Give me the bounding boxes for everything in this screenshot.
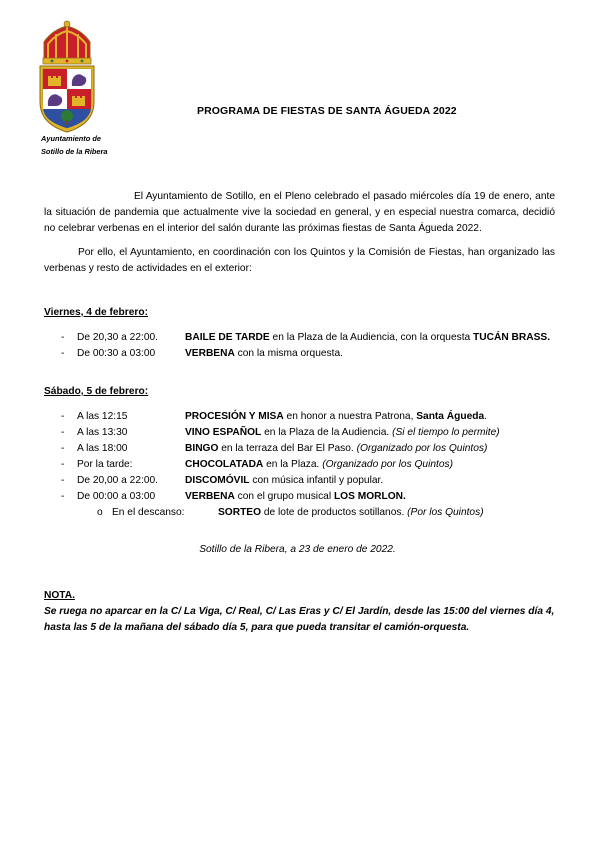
- schedule-item: [0, 330, 595, 346]
- event-time: De 00:00 a 03:00: [77, 491, 156, 502]
- event-note: (Si el tiempo lo permite): [392, 427, 500, 438]
- event-detail: con la misma orquesta.: [234, 348, 343, 359]
- event-note: (Por los Quintos): [407, 507, 484, 518]
- event-time: De 20,00 a 22:00.: [77, 475, 158, 486]
- event-description: [185, 425, 500, 441]
- document-title: PROGRAMA DE FIESTAS DE SANTA ÁGUEDA 2022: [197, 105, 457, 117]
- schedule-item: [0, 441, 595, 457]
- list-dash: -: [61, 411, 65, 422]
- schedule-item: [0, 425, 595, 441]
- event-name: BAILE DE TARDE: [185, 332, 270, 343]
- council-name-line1: Ayuntamiento de: [41, 134, 101, 143]
- event-time: De 20,30 a 22:00.: [77, 332, 158, 343]
- intro-paragraph-1: [44, 189, 555, 238]
- event-time: Por la tarde:: [77, 459, 133, 470]
- council-name: [41, 132, 108, 158]
- list-dash: -: [61, 427, 65, 438]
- event-time: A las 12:15: [77, 411, 128, 422]
- event-detail: con música infantil y popular.: [249, 475, 384, 486]
- event-description: [218, 505, 484, 521]
- event-description: [185, 457, 453, 473]
- event-description: [185, 346, 343, 362]
- event-detail-end: .: [484, 411, 488, 422]
- event-detail: en la Plaza de la Audiencia.: [261, 427, 393, 438]
- coat-of-arms-icon: [34, 20, 100, 134]
- event-time: En el descanso:: [112, 507, 185, 518]
- intro-paragraph-2: [44, 245, 555, 277]
- saturday-heading: Sábado, 5 de febrero:: [44, 386, 149, 397]
- intro-paragraph-2-text: Por ello, el Ayuntamiento, en coordinación con los Quintos y la Comisión de Fiestas, han organizado las verbenas y resto de actividades en el exterior:: [44, 247, 555, 275]
- event-time: De 00:30 a 03:00: [77, 348, 156, 359]
- event-detail: en la terraza del Bar El Paso.: [218, 443, 357, 454]
- council-name-line2: Sotillo de la Ribera: [41, 147, 108, 156]
- friday-heading: Viernes, 4 de febrero:: [44, 307, 148, 318]
- list-dash: -: [61, 459, 65, 470]
- event-name: SORTEO: [218, 507, 262, 518]
- friday-schedule: [0, 330, 595, 362]
- intro-paragraph-1-text: El Ayuntamiento de Sotillo, en el Pleno celebrado el pasado miércoles día 19 de enero, ante la situación de pandemia que actualmente vive la sociedad en general, y en especial nuestra comarca, decidió no celebrar verbenas en el interior del salón durante las próximas fiestas de Santa Águeda 2022.: [44, 191, 555, 235]
- event-description: [185, 409, 487, 425]
- event-detail: en la Plaza de la Audiencia, con la orquesta: [269, 332, 474, 343]
- event-description: [185, 473, 383, 489]
- schedule-item: [0, 473, 595, 489]
- event-note: (Organizado por los Quintos): [356, 443, 488, 454]
- schedule-sub-item: [0, 505, 595, 521]
- event-description: [185, 441, 487, 457]
- event-note: (Organizado por los Quintos): [322, 459, 453, 470]
- event-name: BINGO: [185, 443, 219, 454]
- list-dash: -: [61, 348, 65, 359]
- saturday-schedule: [0, 409, 595, 521]
- schedule-item: [0, 489, 595, 505]
- list-dash: -: [61, 491, 65, 502]
- list-dash: -: [61, 475, 65, 486]
- event-name: VINO ESPAÑOL: [185, 427, 262, 438]
- event-detail: de lote de productos sotillanos.: [261, 507, 408, 518]
- list-dash: -: [61, 443, 65, 454]
- event-description: [185, 330, 550, 346]
- event-name: VERBENA: [185, 491, 235, 502]
- event-time: A las 18:00: [77, 443, 128, 454]
- event-performer: TUCÁN BRASS.: [473, 332, 551, 343]
- schedule-item: [0, 346, 595, 362]
- note-text: Se ruega no aparcar en la C/ La Viga, C/ Real, C/ Las Eras y C/ El Jardín, desde las 15:00 del viernes día 4, hasta las 5 de la mañana del sábado día 5, para que pueda transitar el camión-orquesta.: [44, 606, 555, 633]
- list-dash: -: [61, 332, 65, 343]
- event-name: DISCOMÓVIL: [185, 475, 250, 486]
- event-detail: en la Plaza.: [263, 459, 323, 470]
- event-name: VERBENA: [185, 348, 235, 359]
- list-bullet: o: [97, 507, 103, 518]
- event-time: A las 13:30: [77, 427, 128, 438]
- event-name: CHOCOLATADA: [185, 459, 264, 470]
- event-performer: LOS MORLON.: [333, 491, 406, 502]
- event-detail: en honor a nuestra Patrona,: [283, 411, 417, 422]
- event-detail: con el grupo musical: [234, 491, 334, 502]
- schedule-item: [0, 409, 595, 425]
- note-heading: NOTA.: [44, 590, 75, 601]
- event-name: PROCESIÓN Y MISA: [185, 411, 284, 422]
- schedule-item: [0, 457, 595, 473]
- event-patron: Santa Águeda: [416, 411, 485, 422]
- dateline: Sotillo de la Ribera, a 23 de enero de 2022.: [199, 544, 396, 555]
- event-description: [185, 489, 406, 505]
